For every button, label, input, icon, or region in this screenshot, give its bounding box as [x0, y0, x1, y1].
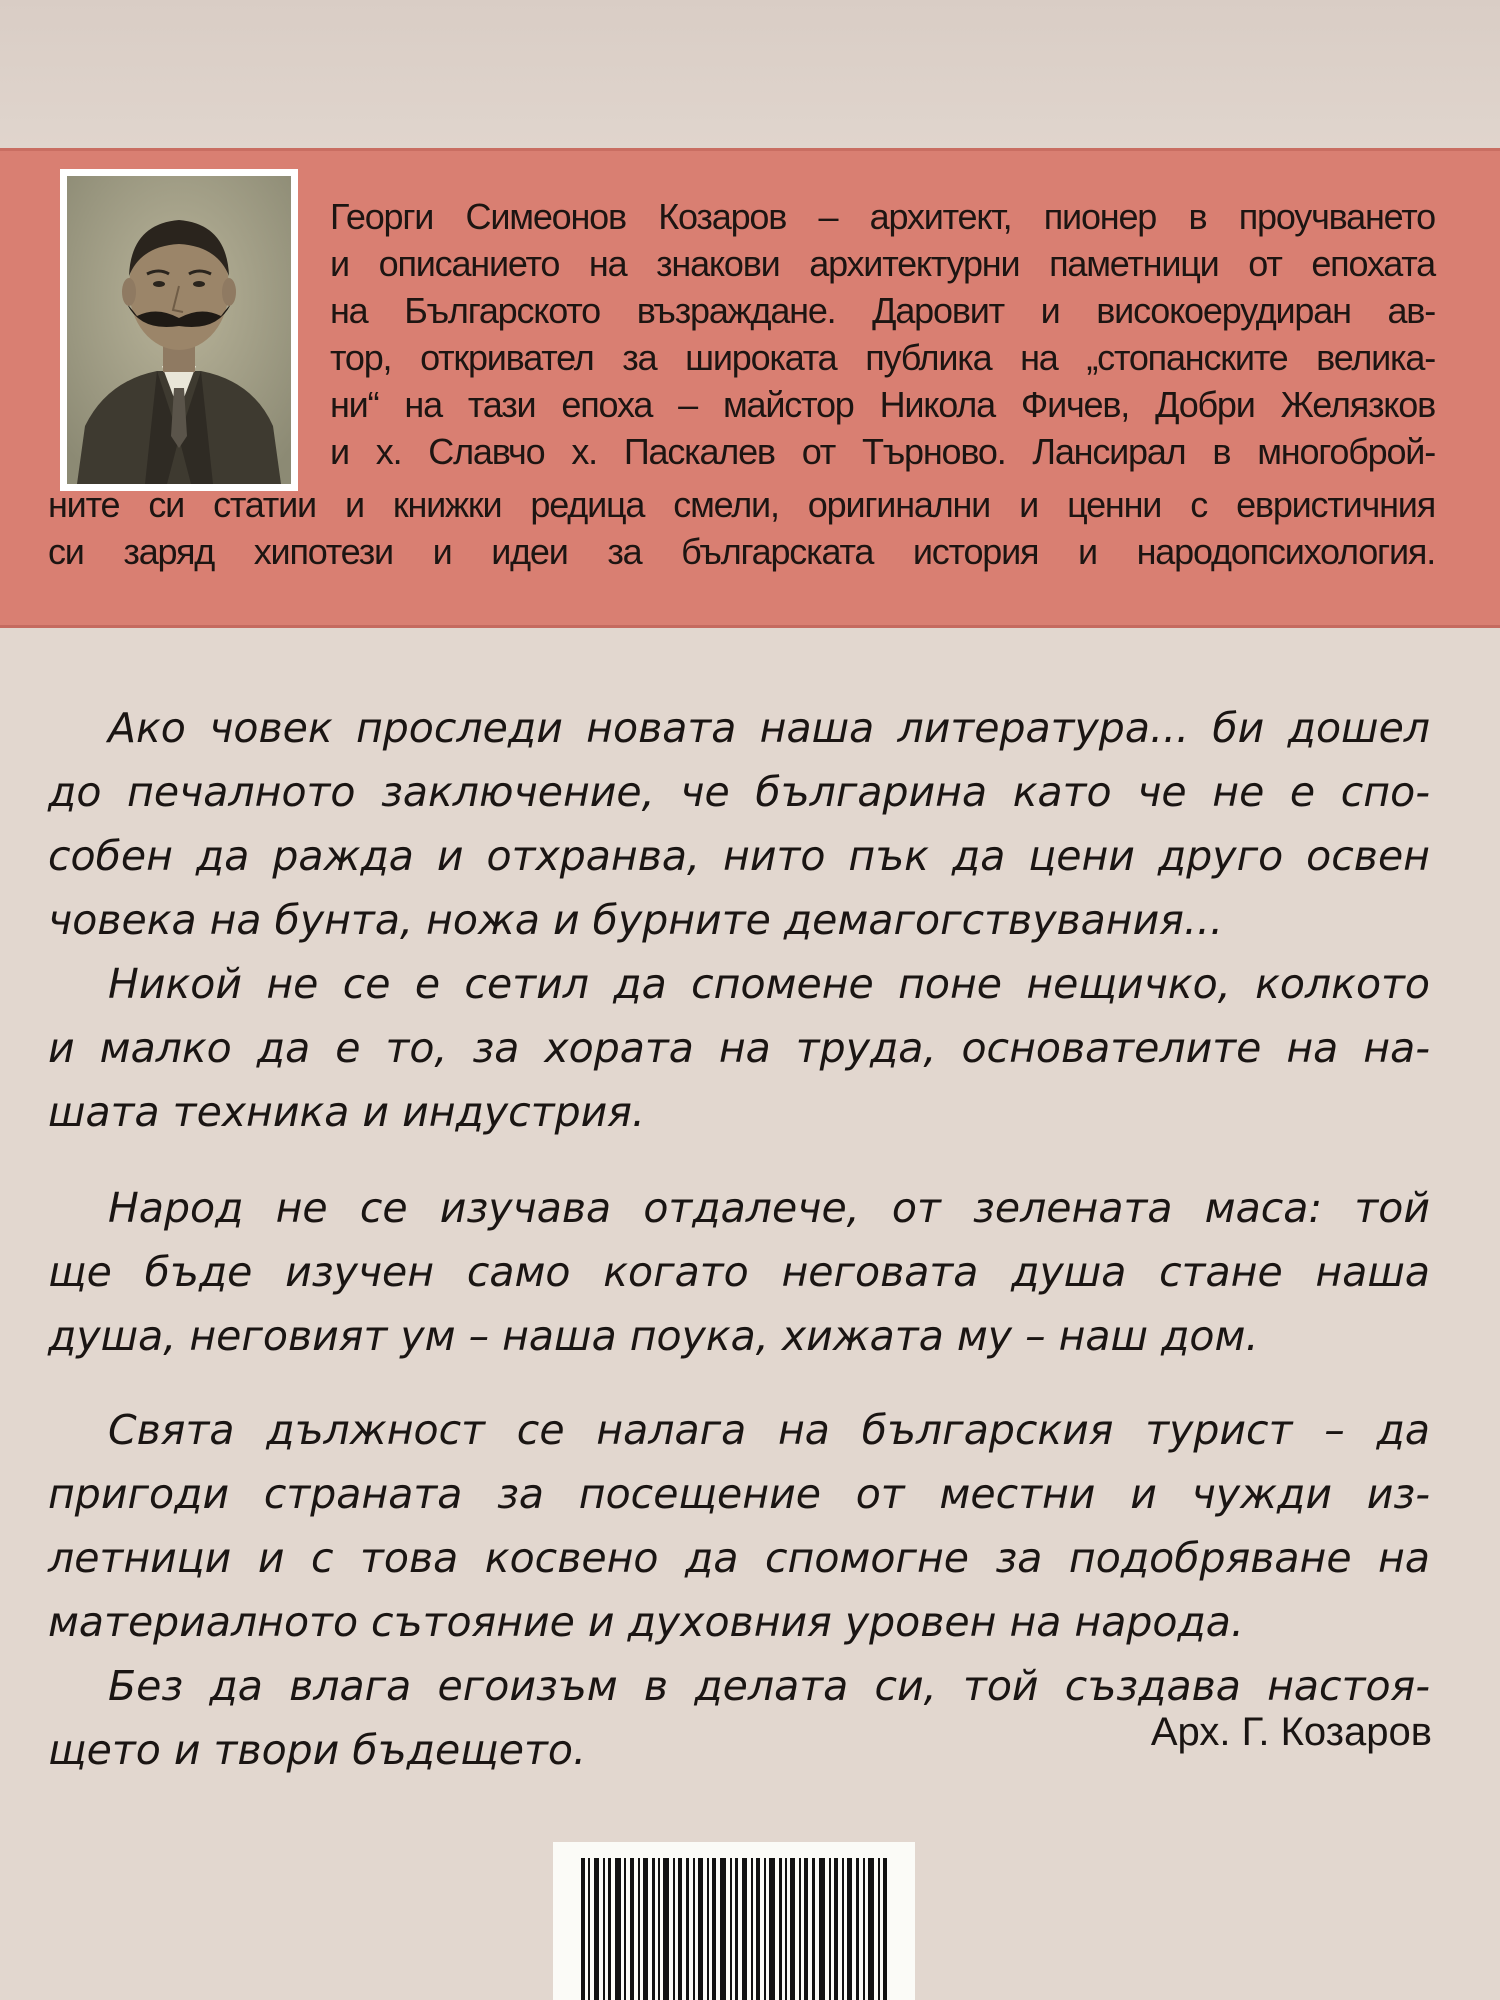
bio-line: тор, откривател за широката публика на „стопанските велика-	[330, 337, 1435, 378]
quote-line: душа, неговият ум – наша поука, хижата му – наш дом.	[48, 1312, 1259, 1360]
bio-line: си заряд хипотези и идеи за българската история и народопсихология.	[48, 531, 1435, 572]
quote-line: собен да ражда и отхранва, нито пък да цени друго освен	[48, 832, 1430, 880]
quote-line: до печалното заключение, че българина като че не е спо-	[48, 768, 1430, 816]
bio-line: и х. Славчо х. Паскалев от Търново. Лансирал в многоброй-	[330, 431, 1435, 472]
quote-line: Свята дължност се налага на българския турист – да	[108, 1406, 1430, 1454]
quote-line: Без да влага егоизъм в делата си, той създава настоя-	[108, 1662, 1430, 1710]
bio-band	[0, 148, 1500, 628]
bio-line: и описанието на знакови архитектурни паметници от епохата	[330, 243, 1435, 284]
bio-line: ните си статии и книжки редица смели, оригинални и ценни с евристичния	[48, 484, 1435, 525]
quote-line: и малко да е то, за хората на труда, основателите на на-	[48, 1024, 1430, 1072]
page-top-margin	[0, 0, 1500, 148]
quote-line: човека на бунта, ножа и бурните демагогствувания...	[48, 896, 1223, 944]
quote-line: летници и с това косвено да спомогне за подобряване на	[48, 1534, 1430, 1582]
quote-line: щето и твори бъдещето.	[48, 1726, 587, 1774]
quote-line: ще бъде изучен само когато неговата душа стане наша	[48, 1248, 1430, 1296]
quote-line: пригоди страната за посещение от местни и чужди из-	[48, 1470, 1430, 1518]
bio-line: Георги Симеонов Козаров – архитект, пионер в проучването	[330, 196, 1435, 237]
barcode-box	[553, 1842, 915, 2000]
barcode-icon	[577, 1858, 891, 2000]
quote-line: Никой не се е сетил да спомене поне нещичко, колкото	[108, 960, 1430, 1008]
signature: Арх. Г. Козаров	[1150, 1710, 1432, 1754]
quote-line: Ако човек проследи новата наша литература... би дошел	[108, 704, 1430, 752]
bio-line: ни“ на тази епоха – майстор Никола Фичев, Добри Желязков	[330, 384, 1435, 425]
quotes-section	[0, 628, 1500, 1828]
quote-line: материалното сътояние и духовния уровен на народа.	[48, 1598, 1244, 1646]
quote-line: шата техника и индустрия.	[48, 1088, 645, 1136]
bio-line: на Българското възраждане. Даровит и високоерудиран ав-	[330, 290, 1435, 331]
bio-text	[0, 151, 1500, 631]
quote-line: Народ не се изучава отдалече, от зелената маса: той	[108, 1184, 1430, 1232]
